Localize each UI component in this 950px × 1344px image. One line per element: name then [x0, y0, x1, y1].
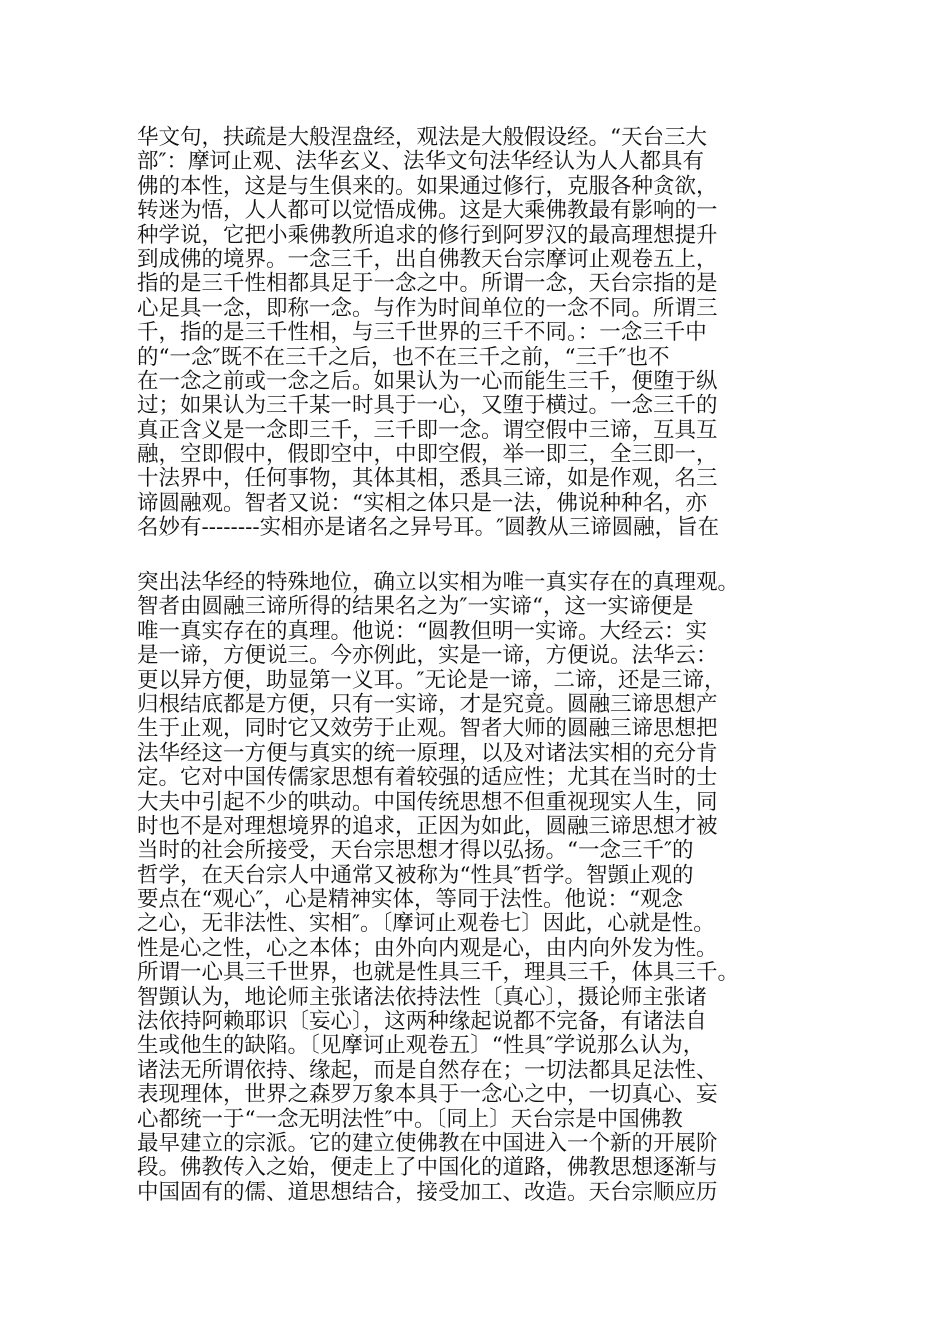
- text-line: 段。佛教传入之始，便走上了中国化的道路，佛教思想逐渐与: [137, 1155, 718, 1181]
- text-line: 种学说，它把小乘佛教所追求的修行到阿罗汉的最高理想提升: [137, 222, 718, 248]
- text-line: 突出法华经的特殊地位，确立以实相为唯一真实存在的真理观。: [137, 570, 740, 595]
- text-line: 表现理体，世界之森罗万象本具于一念心之中，一切真心、妄: [137, 1082, 718, 1108]
- paragraph-block-1: [137, 126, 827, 541]
- text-line: 生或他生的缺陷。〔见摩诃止观卷五〕“性具″学说那么认为，: [137, 1033, 705, 1059]
- text-line: 智者由圆融三谛所得的结果名之为″一实谛“，这一实谛便是: [137, 594, 694, 620]
- text-line: 诸法无所谓依持、缘起，而是自然存在；一切法都具足法性、: [137, 1057, 718, 1083]
- text-line: 法依持阿赖耶识〔妄心〕，这两种缘起说都不完备，有诸法自: [137, 1009, 707, 1035]
- text-line: 智顗认为，地论师主张诸法依持法性〔真心〕，摄论师主张诸: [137, 984, 707, 1010]
- text-line: 之心，无非法性、实相″。〔摩诃止观卷七〕因此，心就是性。: [137, 911, 715, 937]
- text-line: 归根结底都是方便，只有一实谛，才是究竟。圆融三谛思想产: [137, 691, 718, 717]
- text-line: 指的是三千性相都具足于一念之中。所谓一念，天台宗指的是: [137, 271, 718, 297]
- text-line: 真正含义是一念即三千，三千即一念。谓空假中三谛，互具互: [137, 417, 718, 443]
- text-line: 哲学，在天台宗人中通常又被称为“性具″哲学。智顗止观的: [137, 862, 694, 888]
- text-line: 是一谛，方便说三。今亦例此，实是一谛，方便说。法华云：: [137, 643, 718, 669]
- text-line: 更以异方便，助显第一义耳。″无论是一谛，二谛，还是三谛，: [137, 667, 726, 693]
- text-line: 千，指的是三千性相，与三千世界的三千不同。：一念三千中: [137, 320, 707, 346]
- text-line: 十法界中，任何事物，其体其相，悉具三谛，如是作观，名三: [137, 466, 718, 492]
- text-line: 到成佛的境界。一念三千，出自佛教天台宗摩诃止观卷五上，: [137, 246, 718, 272]
- text-line: 唯一真实存在的真理。他说：“圆教但明一实谛。大经云：实: [137, 618, 707, 644]
- paragraph-block-2: [137, 571, 827, 1205]
- text-line: 大夫中引起不少的哄动。中国传统思想不但重视现实人生，同: [137, 789, 718, 815]
- text-line: 转迷为悟，人人都可以觉悟成佛。这是大乘佛教最有影响的一: [137, 198, 718, 224]
- text-line: 华文句，扶疏是大般涅盘经，观法是大般假设经。“天台三大: [137, 125, 707, 150]
- text-line: 当时的社会所接受，天台宗思想才得以弘扬。“一念三千″的: [137, 838, 694, 864]
- text-line: 所谓一心具三千世界，也就是性具三千，理具三千，体具三千。: [137, 960, 740, 986]
- text-line: 在一念之前或一念之后。如果认为一心而能生三千，便堕于纵: [137, 368, 718, 394]
- text-line: 名妙有--------实相亦是诸名之异号耳。″圆教从三谛圆融，旨在: [137, 515, 720, 541]
- text-line: 心都统一于“一念无明法性″中。〔同上〕天台宗是中国佛教: [137, 1106, 683, 1132]
- text-line: 性是心之性，心之本体；由外向内观是心，由内向外发为性。: [137, 935, 718, 961]
- text-line: 谛圆融观。智者又说：“实相之体只是一法，佛说种种名，亦: [137, 490, 707, 516]
- text-line: 的“一念″既不在三千之后，也不在三千之前，“三千″也不: [137, 344, 670, 370]
- text-line: 中国固有的儒、道思想结合，接受加工、改造。天台宗顺应历: [137, 1179, 718, 1205]
- text-line: 时也不是对理想境界的追求，正因为如此，圆融三谛思想才被: [137, 813, 718, 839]
- text-line: 要点在“观心″，心是精神实体，等同于法性。他说：“观念: [137, 887, 684, 913]
- text-line: 生于止观，同时它又效劳于止观。智者大师的圆融三谛思想把: [137, 716, 718, 742]
- text-line: 最早建立的宗派。它的建立使佛教在中国进入一个新的开展阶: [137, 1130, 718, 1156]
- text-line: 法华经这一方便与真实的统一原理，以及对诸法实相的充分肯: [137, 740, 718, 766]
- text-line: 部″：摩诃止观、法华玄义、法华文句法华经认为人人都具有: [137, 149, 705, 175]
- text-line: 心足具一念，即称一念。与作为时间单位的一念不同。所谓三: [137, 295, 718, 321]
- text-line: 定。它对中国传儒家思想有着较强的适应性；尤其在当时的士: [137, 765, 718, 791]
- text-line: 过；如果认为三千某一时具于一心，又堕于横过。一念三千的: [137, 393, 718, 419]
- text-line: 佛的本性，这是与生俱来的。如果通过修行，克服各种贪欲，: [137, 173, 718, 199]
- text-line: 融，空即假中，假即空中，中即空假，举一即三，全三即一，: [137, 442, 718, 468]
